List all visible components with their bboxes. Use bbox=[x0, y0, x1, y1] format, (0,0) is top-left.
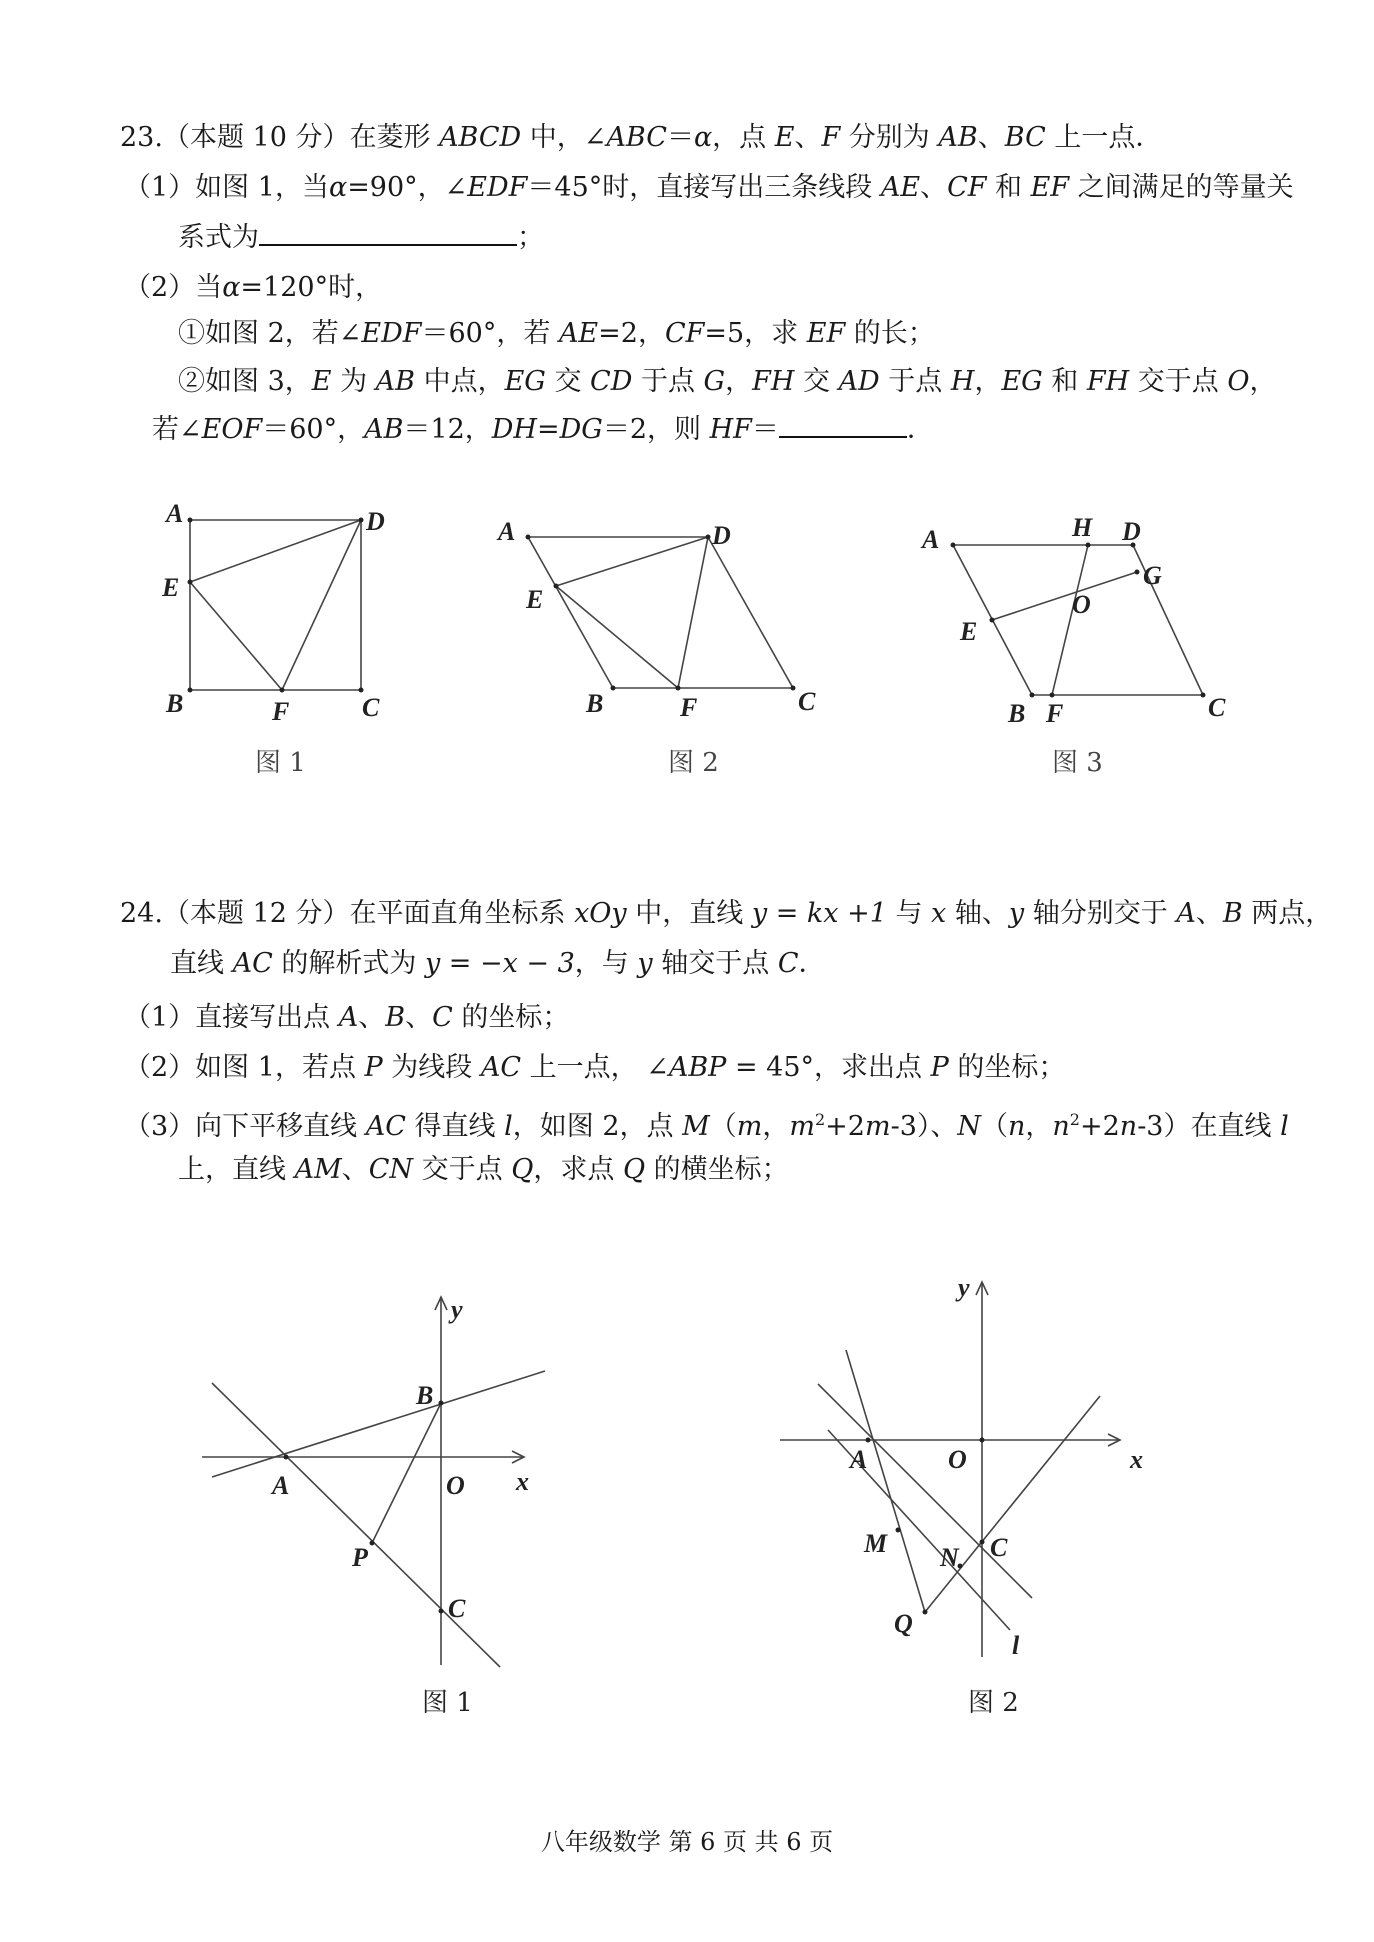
q24-part1: （1）直接写出点 A、B、C 的坐标； bbox=[124, 1002, 570, 1033]
q24-line1: 24.（本题 12 分）在平面直角坐标系 xOy 中，直线 y = kx +1 与 x 轴、y 轴分别交于 A、B 两点， bbox=[120, 898, 1333, 929]
q24-part2: （2）如图 1，若点 P 为线段 AC 上一点， ∠ABP = 45°，求出点 P 的坐标； bbox=[124, 1052, 1066, 1083]
label-c: C bbox=[362, 693, 380, 722]
line-am bbox=[846, 1350, 925, 1612]
label-q: Q bbox=[894, 1609, 913, 1638]
label-l: l bbox=[1012, 1631, 1020, 1660]
label-o: O bbox=[1072, 590, 1091, 619]
label-d: D bbox=[712, 521, 731, 550]
q23-fig1-caption: 图 1 bbox=[255, 748, 306, 778]
label-b: B bbox=[1008, 699, 1026, 728]
q23-fig2-caption: 图 2 bbox=[668, 748, 719, 778]
q24-figure-2 bbox=[780, 1273, 1143, 1660]
label-o: O bbox=[948, 1445, 967, 1474]
label-h: H bbox=[1072, 513, 1093, 542]
label-g: G bbox=[1143, 561, 1162, 590]
q24-line2: 直线 AC 的解析式为 y = −x − 3，与 y 轴交于点 C． bbox=[170, 948, 826, 979]
label-d: D bbox=[1122, 517, 1141, 546]
page-footer: 八年级数学 第 6 页 共 6 页 bbox=[540, 1828, 834, 1856]
line-ac bbox=[212, 1383, 500, 1667]
label-a: A bbox=[272, 1471, 290, 1500]
label-f: F bbox=[1046, 699, 1064, 728]
q23-part1: （1）如图 1，当α=90°，∠EDF＝45°时，直接写出三条线段 AE、CF 和 EF 之间满足的等量关 bbox=[124, 172, 1294, 203]
line-ac bbox=[818, 1384, 1032, 1598]
q24-fig1-caption: 图 1 bbox=[422, 1688, 473, 1718]
label-f: F bbox=[272, 697, 290, 726]
label-c: C bbox=[448, 1594, 466, 1623]
label-n: N bbox=[940, 1543, 959, 1572]
label-c: C bbox=[798, 687, 816, 716]
label-p: P bbox=[352, 1543, 368, 1572]
line-ab bbox=[212, 1371, 545, 1477]
label-c: C bbox=[990, 1533, 1008, 1562]
label-e: E bbox=[526, 585, 544, 614]
label-a: A bbox=[498, 517, 516, 546]
label-m: M bbox=[864, 1529, 888, 1558]
label-a: A bbox=[850, 1445, 868, 1474]
label-y: y bbox=[451, 1295, 463, 1324]
q24-figure-1 bbox=[202, 1295, 545, 1667]
label-f: F bbox=[680, 693, 698, 722]
label-o: O bbox=[446, 1471, 465, 1500]
label-x: x bbox=[1130, 1445, 1143, 1474]
q23-line1: 23.（本题 10 分）在菱形 ABCD 中，∠ABC＝α，点 E、F 分别为 AB、BC 上一点． bbox=[120, 122, 1163, 153]
label-d: D bbox=[366, 507, 385, 536]
q23-part2: （2）当α=120°时， bbox=[124, 272, 383, 303]
label-e: E bbox=[162, 573, 180, 602]
label-a: A bbox=[166, 499, 184, 528]
q23-part2-2-line2: 若∠EOF＝60°，AB＝12，DH=DG＝2，则 HF＝ ． bbox=[152, 410, 934, 450]
label-e: E bbox=[960, 617, 978, 646]
q23-part2-2: ②如图 3，E 为 AB 中点，EG 交 CD 于点 G，FH 交 AD 于点 H，EG 和 FH 交于点 O， bbox=[178, 366, 1277, 397]
label-b: B bbox=[586, 689, 604, 718]
label-b: B bbox=[166, 689, 184, 718]
q24-part3: （3）向下平移直线 AC 得直线 l，如图 2，点 M（m，$m^2+2m-3$）、N（n，$n^2+2n-3$）在直线 l bbox=[124, 1110, 1289, 1142]
q23-fig3-caption: 图 3 bbox=[1052, 748, 1103, 778]
label-x: x bbox=[516, 1467, 529, 1496]
q23-part1-line2: 系式为 ； bbox=[178, 218, 544, 258]
q23-part2-1: ①如图 2，若∠EDF＝60°，若 AE=2，CF=5，求 EF 的长； bbox=[178, 318, 935, 349]
segment-bp bbox=[372, 1403, 441, 1543]
label-y: y bbox=[958, 1273, 970, 1302]
label-a: A bbox=[922, 525, 940, 554]
q24-fig2-caption: 图 2 bbox=[968, 1688, 1019, 1718]
label-c: C bbox=[1208, 693, 1226, 722]
label-b: B bbox=[416, 1381, 434, 1410]
q24-part3-line2: 上，直线 AM、CN 交于点 Q，求点 Q 的横坐标； bbox=[178, 1154, 789, 1185]
